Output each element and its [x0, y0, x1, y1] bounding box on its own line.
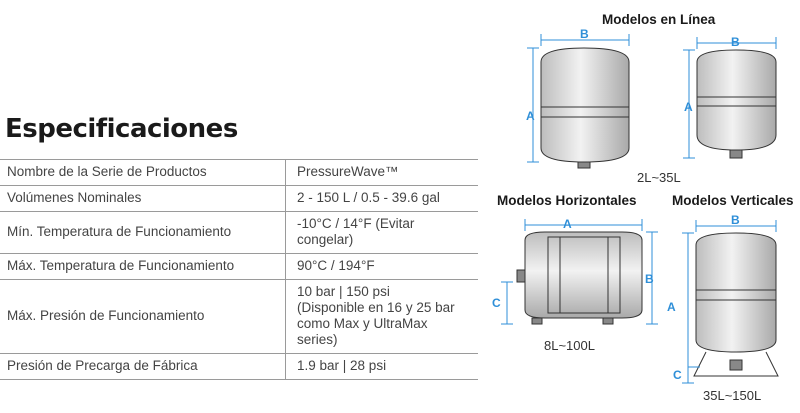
- spec-value-line: 10 bar | 150 psi: [297, 284, 390, 299]
- dimension-label: A: [526, 109, 535, 123]
- inline-models-caption: 2L~35L: [637, 170, 681, 185]
- inline-tank-large: [541, 48, 629, 168]
- dimension-label: B: [731, 213, 740, 227]
- spec-label: Máx. Temperatura de Funcionamiento: [0, 254, 286, 280]
- dimension-label: A: [563, 217, 572, 231]
- dimension-label: A: [684, 100, 693, 114]
- horizontal-models-heading: Modelos Horizontales: [497, 193, 637, 208]
- dimension-label: B: [645, 272, 654, 286]
- dimension-label: B: [731, 35, 740, 49]
- spec-value-line: series): [297, 332, 338, 347]
- spec-value-line: como Max y UltraMax: [297, 316, 428, 331]
- spec-label: Presión de Precarga de Fábrica: [0, 354, 286, 380]
- vertical-models-heading: Modelos Verticales: [672, 193, 794, 208]
- spec-value-line: PressureWave™: [297, 164, 399, 179]
- spec-label: Nombre de la Serie de Productos: [0, 160, 286, 186]
- vertical-tank: [694, 233, 778, 376]
- spec-value-line: 2 - 150 L / 0.5 - 39.6 gal: [297, 190, 440, 205]
- spec-value-line: 1.9 bar | 28 psi: [297, 358, 387, 373]
- spec-label: Mín. Temperatura de Funcionamiento: [0, 212, 286, 254]
- vertical-models-caption: 35L~150L: [703, 388, 762, 403]
- dimension-label: C: [492, 296, 501, 310]
- dimension-label: A: [667, 300, 676, 314]
- inline-models-heading: Modelos en Línea: [602, 12, 716, 27]
- spec-value-line: (Disponible en 16 y 25 bar: [297, 300, 455, 315]
- dimension-label: B: [580, 27, 589, 41]
- horizontal-tank: [517, 232, 642, 324]
- inline-tank-small: [697, 50, 776, 158]
- spec-value-line: -10°C / 14°F (Evitar congelar): [297, 216, 415, 247]
- spec-value-line: 90°C / 194°F: [297, 258, 375, 273]
- horizontal-models-caption: 8L~100L: [544, 338, 595, 353]
- spec-label: Máx. Presión de Funcionamiento: [0, 280, 286, 354]
- dimension-label: C: [673, 368, 682, 382]
- page-title: Especificaciones: [5, 114, 238, 144]
- spec-label: Volúmenes Nominales: [0, 186, 286, 212]
